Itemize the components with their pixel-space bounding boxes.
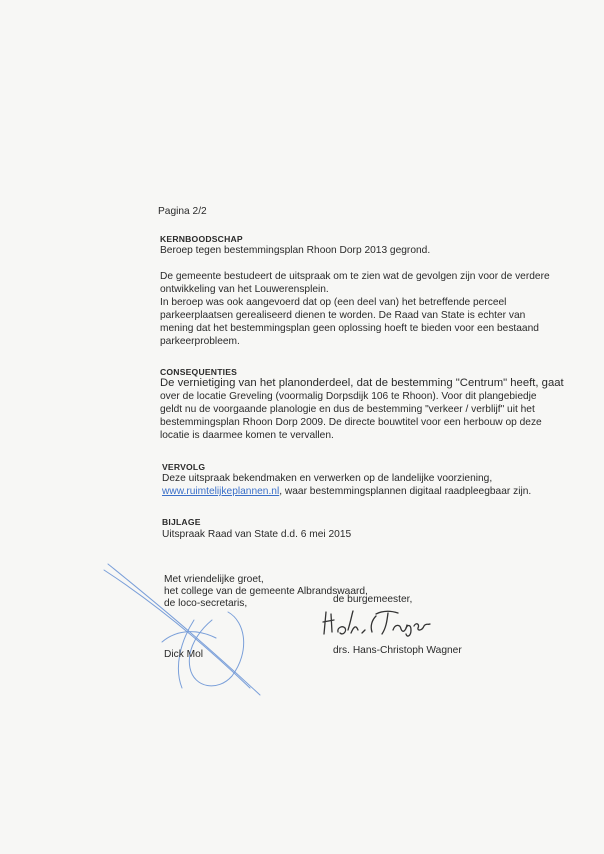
body-line: mening dat het bestemmingsplan geen oplossing hoeft te bieden voor een bestaand	[160, 323, 539, 334]
closing-college: het college van de gemeente Albrandswaard,	[164, 586, 368, 597]
bijlage-text: Uitspraak Raad van State d.d. 6 mei 2015	[162, 529, 352, 540]
vervolg-line-rest: , waar bestemmingsplannen digitaal raadpleegbaar zijn.	[279, 486, 532, 497]
kernboodschap-text: Beroep tegen bestemmingsplan Rhoon Dorp 2013 gegrond.	[160, 245, 431, 256]
consequenties-line: geldt nu de voorgaande planologie en dus de bestemming "verkeer / verblijf" uit het	[160, 404, 535, 415]
closing-greeting: Met vriendelijke groet,	[164, 574, 264, 585]
secretary-signature-image	[100, 560, 270, 700]
vervolg-heading: VERVOLG	[162, 462, 206, 472]
bijlage-heading: BIJLAGE	[162, 517, 201, 527]
mayor-signature-image	[318, 606, 438, 640]
body-line: In beroep was ook aangevoerd dat op (een deel van) het betreffende perceel	[160, 297, 507, 308]
body-line: ontwikkeling van het Louwerensplein.	[160, 284, 329, 295]
consequenties-line: De vernietiging van het planonderdeel, dat de bestemming "Centrum" heeft, gaat	[160, 377, 564, 389]
consequenties-heading: CONSEQUENTIES	[160, 367, 238, 377]
consequenties-line: bestemmingsplan Rhoon Dorp 2009. De directe bouwtitel voor een herbouw op deze	[160, 417, 542, 428]
vervolg-line: Deze uitspraak bekendmaken en verwerken op de landelijke voorziening,	[162, 473, 493, 484]
consequenties-line: locatie is daarmee komen te vervallen.	[160, 430, 334, 441]
consequenties-line: over de locatie Greveling (voormalig Dorpsdijk 106 te Rhoon). Voor dit plangebiedje	[160, 391, 537, 402]
kernboodschap-heading: KERNBOODSCHAP	[160, 234, 243, 244]
body-line: parkeerplaatsen gerealiseerd dienen te worden. De Raad van State is echter van	[160, 310, 526, 321]
body-line: parkeerprobleem.	[160, 336, 240, 347]
vervolg-line-2	[162, 485, 531, 498]
mayor-name: drs. Hans-Christoph Wagner	[333, 645, 462, 656]
secretary-name: Dick Mol	[164, 649, 204, 660]
mayor-title: de burgemeester,	[333, 594, 413, 605]
ruimtelijkeplannen-link[interactable]: www.ruimtelijkeplannen.nl	[162, 486, 280, 497]
secretary-title: de loco-secretaris,	[164, 598, 248, 609]
page-number: Pagina 2/2	[158, 206, 207, 217]
body-line: De gemeente bestudeert de uitspraak om te zien wat de gevolgen zijn voor de verdere	[160, 271, 550, 282]
